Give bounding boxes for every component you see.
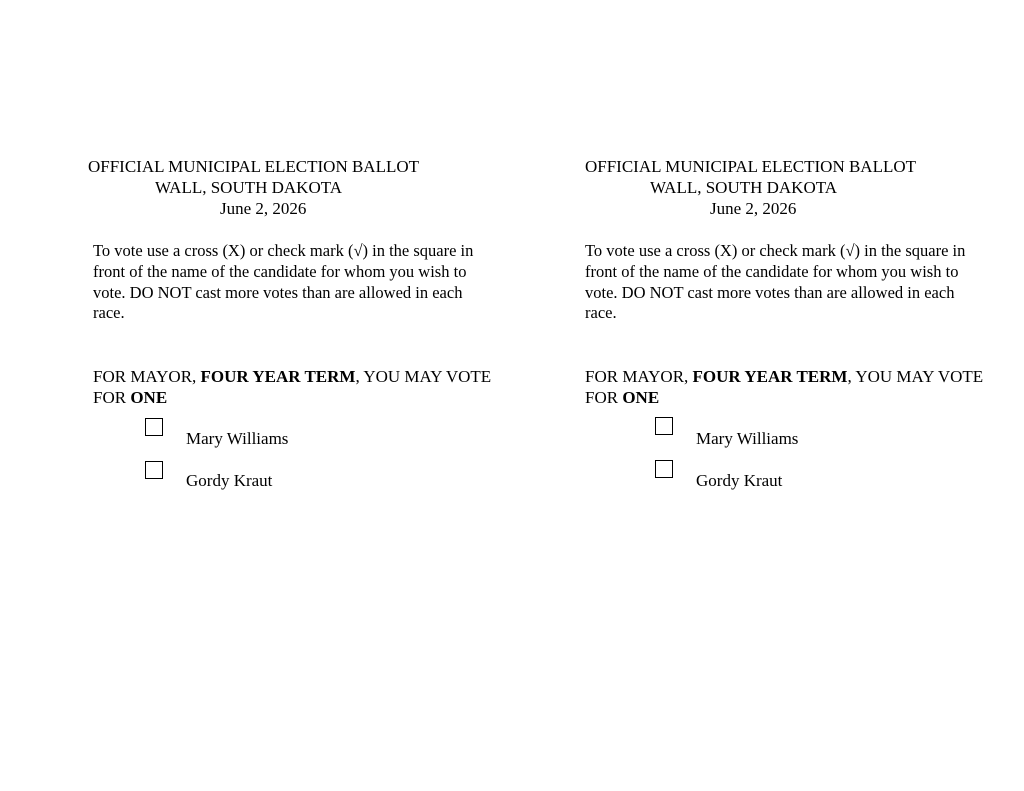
ballot-right <box>492 0 984 791</box>
race-vote-instruction: , YOU MAY VOTE FOR <box>585 367 984 407</box>
ballot-left <box>0 0 492 791</box>
ballot-date: June 2, 2026 <box>710 199 797 218</box>
race-heading-mayor <box>93 366 493 408</box>
vote-checkbox-gordy-kraut[interactable] <box>145 461 163 479</box>
ballot-title: OFFICIAL MUNICIPAL ELECTION BALLOT <box>88 157 420 176</box>
voting-instructions: To vote use a cross (X) or check mark (√) in the square in front of the name of the candidate for whom you wish to vote. DO NOT cast more votes than are allowed in each race. <box>93 241 474 323</box>
race-prefix: FOR MAYOR, <box>93 367 201 386</box>
candidate-name: Gordy Kraut <box>696 471 783 490</box>
race-vote-count: ONE <box>130 388 168 407</box>
race-term: FOUR YEAR TERM <box>692 367 848 386</box>
vote-checkbox-mary-williams[interactable] <box>655 417 673 435</box>
ballot-title: OFFICIAL MUNICIPAL ELECTION BALLOT <box>585 157 917 176</box>
vote-checkbox-mary-williams[interactable] <box>145 418 163 436</box>
race-heading-mayor <box>585 366 985 408</box>
voting-instructions: To vote use a cross (X) or check mark (√) in the square in front of the name of the candidate for whom you wish to vote. DO NOT cast more votes than are allowed in each race. <box>585 241 966 323</box>
race-term: FOUR YEAR TERM <box>200 367 356 386</box>
ballot-date: June 2, 2026 <box>220 199 307 218</box>
candidate-name: Mary Williams <box>186 429 289 448</box>
candidate-name: Mary Williams <box>696 429 799 448</box>
candidate-name: Gordy Kraut <box>186 471 273 490</box>
ballot-location: WALL, SOUTH DAKOTA <box>650 178 838 197</box>
race-vote-count: ONE <box>622 388 660 407</box>
race-vote-instruction: , YOU MAY VOTE FOR <box>93 367 492 407</box>
ballot-location: WALL, SOUTH DAKOTA <box>155 178 343 197</box>
race-prefix: FOR MAYOR, <box>585 367 693 386</box>
vote-checkbox-gordy-kraut[interactable] <box>655 460 673 478</box>
